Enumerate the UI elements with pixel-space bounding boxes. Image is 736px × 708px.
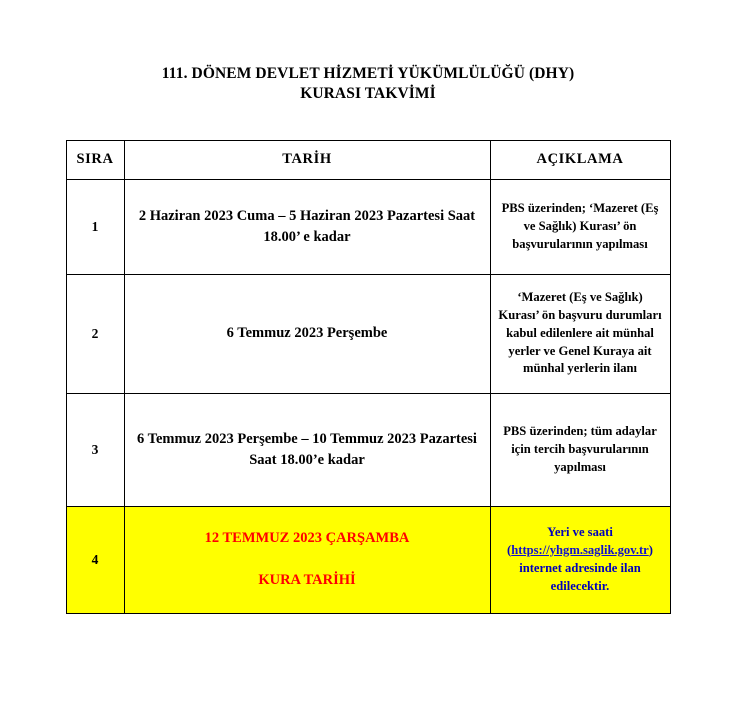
column-header-sira: SIRA — [66, 140, 124, 179]
table-body — [66, 179, 670, 613]
yhgm-website-link[interactable]: https://yhgm.saglik.gov.tr — [511, 542, 649, 557]
row-number: 2 — [66, 274, 124, 393]
page-title-line-2: KURASI TAKVİMİ — [300, 84, 436, 102]
row-description — [490, 506, 670, 613]
column-header-aciklama: AÇIKLAMA — [490, 140, 670, 179]
table-row — [66, 393, 670, 506]
row-description: PBS üzerinden; tüm adaylar için tercih başvurularının yapılması — [490, 393, 670, 506]
table-row — [66, 179, 670, 274]
row-description: ‘Mazeret (Eş ve Sağlık) Kurası’ ön başvuru durumları kabul edilenlere ait münhal yerler ve Genel Kuraya ait münhal yerlerin ilanı — [490, 274, 670, 393]
kura-label: KURA TARİHİ — [258, 571, 356, 588]
row-date: 2 Haziran 2023 Cuma – 5 Haziran 2023 Pazartesi Saat 18.00’ e kadar — [124, 179, 490, 274]
kura-date-text: 12 TEMMUZ 2023 ÇARŞAMBA — [204, 529, 410, 546]
row-date — [124, 506, 490, 613]
column-header-tarih: TARİH — [124, 140, 490, 179]
announcement-suffix: internet adresinde ilan edilecektir. — [519, 560, 641, 593]
link-open-paren: ( — [507, 542, 512, 557]
table-header-row — [66, 140, 670, 179]
link-close-paren: ) — [648, 542, 653, 557]
row-date: 6 Temmuz 2023 Perşembe — [124, 274, 490, 393]
announcement-prefix: Yeri ve saati — [547, 524, 613, 539]
row-number: 1 — [66, 179, 124, 274]
row-number: 3 — [66, 393, 124, 506]
table-header — [66, 140, 670, 179]
row-description: PBS üzerinden; ‘Mazeret (Eş ve Sağlık) Kurası’ ön başvurularının yapılması — [490, 179, 670, 274]
row-number: 4 — [66, 506, 124, 613]
page-title-line-1: 111. DÖNEM DEVLET HİZMETİ YÜKÜMLÜLÜĞÜ (DHY) — [161, 65, 575, 82]
kura-takvimi-table — [66, 140, 671, 614]
table-row-highlighted — [66, 506, 670, 613]
page-title — [0, 0, 736, 104]
row-date: 6 Temmuz 2023 Perşembe – 10 Temmuz 2023 Pazartesi Saat 18.00’e kadar — [124, 393, 490, 506]
table-row — [66, 274, 670, 393]
